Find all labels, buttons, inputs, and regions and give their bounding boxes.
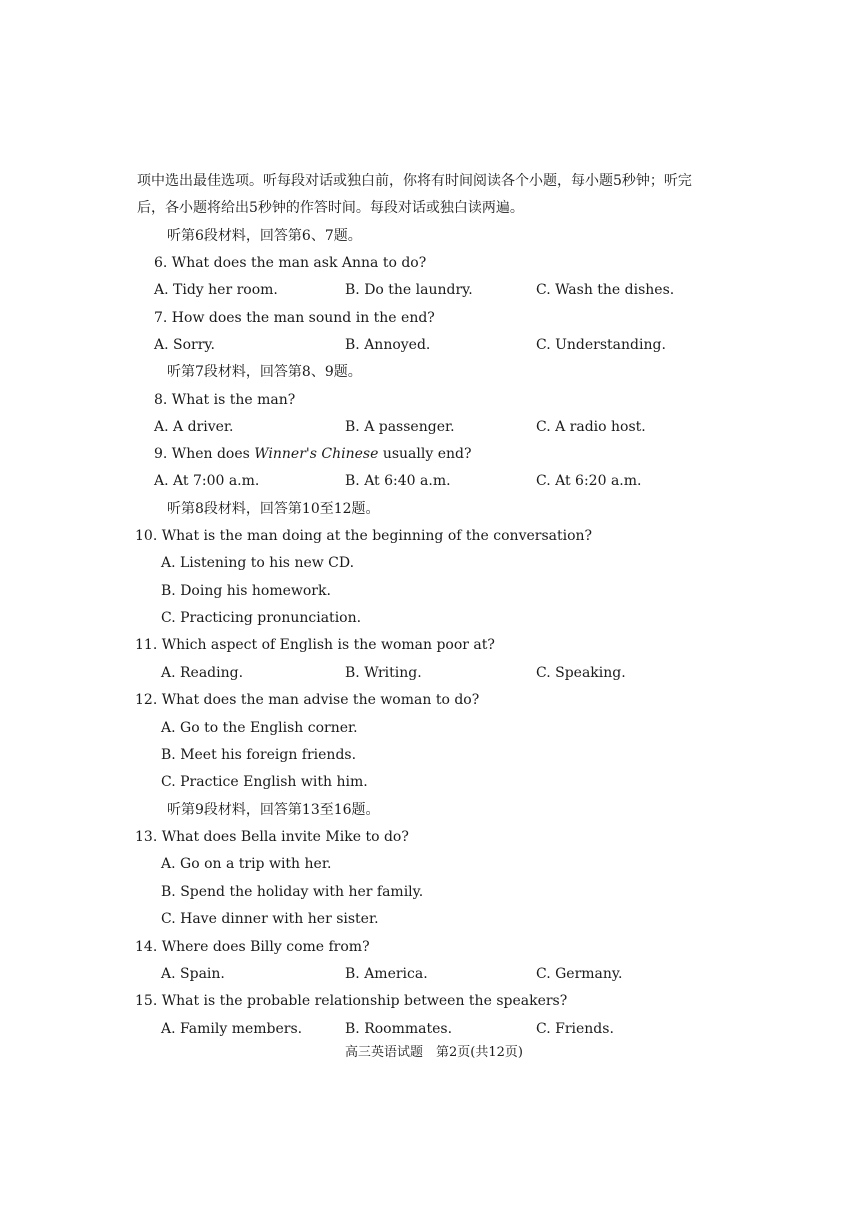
question-15-option-a: A. Family members.	[161, 1021, 303, 1037]
question-8-option-b: B. A passenger.	[345, 419, 455, 435]
page-footer: 高三英语试题 第2页(共12页)	[345, 1045, 523, 1060]
section-heading-6: 听第6段材料，回答第6、7题。	[167, 228, 362, 244]
question-12-stem: 12. What does the man advise the woman to do?	[135, 692, 480, 708]
question-6-stem: 6. What does the man ask Anna to do?	[154, 255, 427, 271]
question-14-stem: 14. Where does Billy come from?	[135, 939, 370, 955]
question-15-stem: 15. What is the probable relationship between the speakers?	[135, 993, 568, 1009]
question-8-option-a: A. A driver.	[154, 419, 234, 435]
section-heading-8: 听第8段材料，回答第10至12题。	[167, 501, 380, 517]
question-6-option-c: C. Wash the dishes.	[536, 282, 675, 298]
question-11-option-b: B. Writing.	[345, 665, 422, 681]
question-15-option-c: C. Friends.	[536, 1021, 614, 1037]
section-heading-7: 听第7段材料，回答第8、9题。	[167, 364, 362, 380]
question-9-option-a: A. At 7:00 a.m.	[154, 473, 260, 489]
question-15-option-b: B. Roommates.	[345, 1021, 453, 1037]
question-13-option-b: B. Spend the holiday with her family.	[161, 884, 424, 900]
intro-line-1: 项中选出最佳选项。听每段对话或独白前，你将有时间阅读各个小题，每小题5秒钟；听完	[137, 173, 692, 189]
question-14-option-b: B. America.	[345, 966, 428, 982]
question-14-option-c: C. Germany.	[536, 966, 623, 982]
question-11-option-a: A. Reading.	[161, 665, 244, 681]
question-8-option-c: C. A radio host.	[536, 419, 646, 435]
question-9-option-b: B. At 6:40 a.m.	[345, 473, 451, 489]
question-10-option-a: A. Listening to his new CD.	[161, 555, 355, 571]
question-10-option-c: C. Practicing pronunciation.	[161, 610, 362, 626]
question-9-stem-pre: 9. When does	[154, 446, 255, 462]
section-heading-9: 听第9段材料，回答第13至16题。	[167, 802, 380, 818]
question-12-option-b: B. Meet his foreign friends.	[161, 747, 357, 763]
question-12-option-c: C. Practice English with him.	[161, 774, 368, 790]
question-14-option-a: A. Spain.	[161, 966, 225, 982]
question-7-stem: 7. How does the man sound in the end?	[154, 310, 435, 326]
question-13-option-c: C. Have dinner with her sister.	[161, 911, 379, 927]
question-7-option-a: A. Sorry.	[154, 337, 215, 353]
question-9-option-c: C. At 6:20 a.m.	[536, 473, 642, 489]
question-7-option-b: B. Annoyed.	[345, 337, 431, 353]
question-11-option-c: C. Speaking.	[536, 665, 626, 681]
intro-line-2: 后，各小题将给出5秒钟的作答时间。每段对话或独白读两遍。	[137, 200, 524, 216]
question-13-stem: 13. What does Bella invite Mike to do?	[135, 829, 409, 845]
question-6-option-a: A. Tidy her room.	[154, 282, 278, 298]
question-7-option-c: C. Understanding.	[536, 337, 666, 353]
question-10-stem: 10. What is the man doing at the beginning of the conversation?	[135, 528, 593, 544]
question-8-stem: 8. What is the man?	[154, 392, 296, 408]
question-10-option-b: B. Doing his homework.	[161, 583, 331, 599]
question-6-option-b: B. Do the laundry.	[345, 282, 473, 298]
program-title: Winner's Chinese	[254, 446, 379, 462]
question-12-option-a: A. Go to the English corner.	[161, 720, 358, 736]
question-11-stem: 11. Which aspect of English is the woman poor at?	[135, 637, 495, 653]
question-9-stem-post: usually end?	[378, 446, 472, 462]
question-9-stem	[154, 444, 471, 464]
question-13-option-a: A. Go on a trip with her.	[161, 856, 332, 872]
